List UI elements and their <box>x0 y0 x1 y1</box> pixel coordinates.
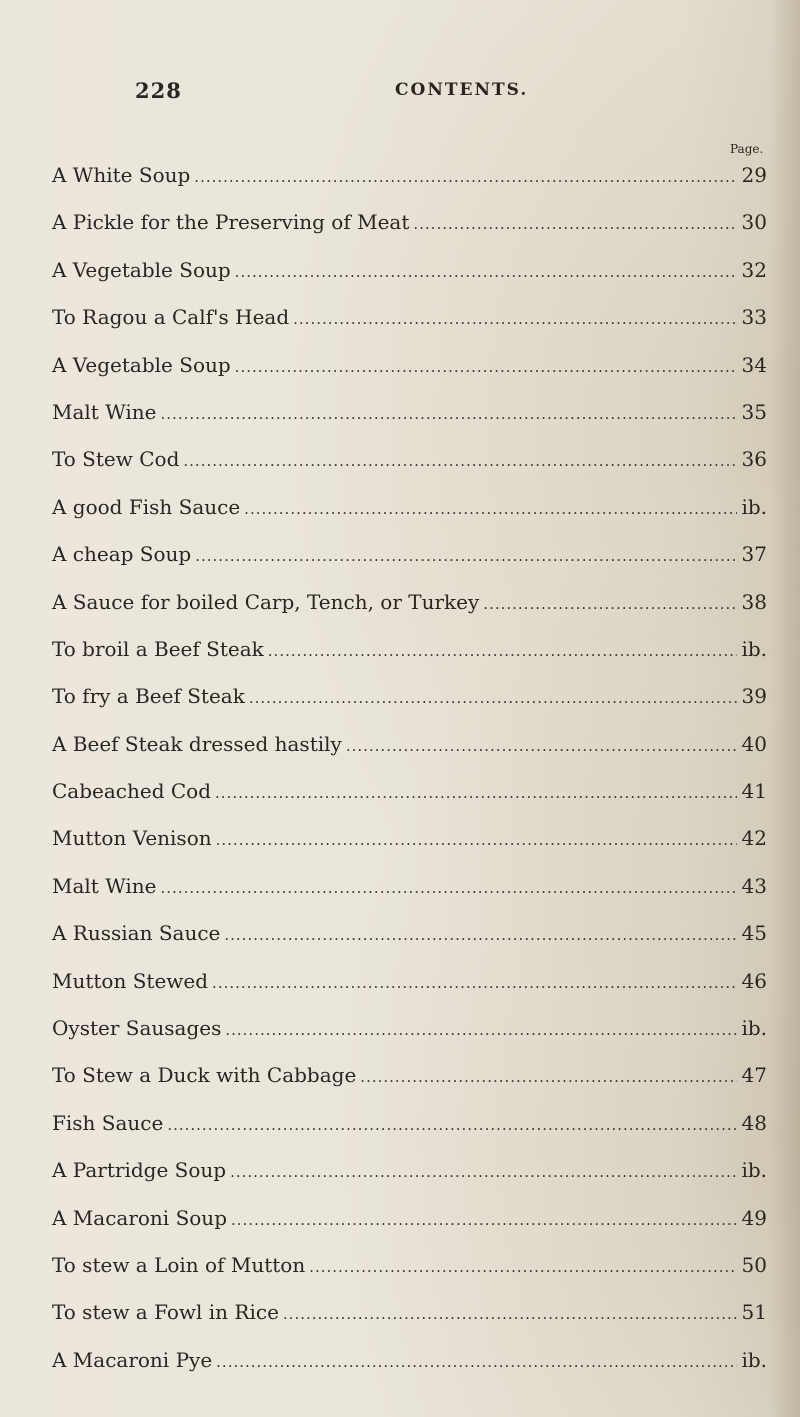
contents-entry <box>52 731 767 778</box>
contents-entry <box>52 1347 767 1394</box>
entry-page-number: 35 <box>741 399 767 424</box>
entry-title: A Beef Steak dressed hastily <box>52 731 342 756</box>
contents-entry <box>52 494 767 541</box>
contents-entry <box>52 636 767 683</box>
entry-title: A Vegetable Soup <box>52 257 231 282</box>
contents-entry <box>52 399 767 446</box>
entry-title: To broil a Beef Steak <box>52 636 264 661</box>
contents-entry <box>52 446 767 493</box>
dot-leader <box>244 496 737 522</box>
contents-entry <box>52 209 767 256</box>
dot-leader <box>235 354 737 380</box>
entry-title: To stew a Loin of Mutton <box>52 1252 306 1277</box>
entry-page-number: 48 <box>741 1110 767 1135</box>
entry-title: Mutton Stewed <box>52 968 209 993</box>
entry-title: A Partridge Soup <box>52 1158 227 1183</box>
dot-leader <box>195 543 737 569</box>
entry-page-number: 47 <box>741 1063 767 1088</box>
entry-page-number: 40 <box>741 731 767 756</box>
entry-page-number: ib. <box>741 1347 767 1372</box>
dot-leader <box>225 1017 737 1043</box>
entry-title: To Ragou a Calf's Head <box>52 305 290 330</box>
entry-title: A Sauce for boiled Carp, Tench, or Turkey <box>52 589 480 614</box>
contents-entry <box>52 1252 767 1299</box>
dot-leader <box>235 259 737 285</box>
entry-page-number: ib. <box>741 1016 767 1041</box>
contents-entry <box>52 1062 767 1109</box>
entry-page-number: 50 <box>741 1252 767 1277</box>
entry-page-number: 37 <box>741 542 767 567</box>
entry-page-number: 41 <box>741 779 767 804</box>
contents-list <box>52 162 767 1394</box>
dot-leader <box>231 1207 737 1233</box>
dot-leader <box>161 875 737 901</box>
contents-entry <box>52 873 767 920</box>
running-title: CONTENTS. <box>395 80 529 100</box>
entry-title: Malt Wine <box>52 873 157 898</box>
entry-title: To stew a Fowl in Rice <box>52 1300 279 1325</box>
entry-title: Oyster Sausages <box>52 1016 222 1041</box>
contents-entry <box>52 257 767 304</box>
contents-entry <box>52 1205 767 1252</box>
entry-page-number: 29 <box>741 163 767 187</box>
dot-leader <box>215 780 737 806</box>
dot-leader <box>224 922 737 948</box>
entry-page-number: 32 <box>741 257 767 282</box>
entry-page-number: 34 <box>741 352 767 377</box>
entry-page-number: 45 <box>741 921 767 946</box>
contents-entry <box>52 1299 767 1346</box>
dot-leader <box>346 733 737 759</box>
entry-title: Malt Wine <box>52 399 157 424</box>
contents-entry <box>52 162 767 209</box>
entry-title: A Macaroni Soup <box>52 1205 227 1230</box>
dot-leader <box>293 306 737 332</box>
contents-entry <box>52 304 767 351</box>
page-edge-shadow <box>770 0 800 1417</box>
entry-title: A good Fish Sauce <box>52 494 241 519</box>
page-column-header: Page. <box>730 142 764 156</box>
dot-leader <box>183 448 737 474</box>
running-head <box>135 78 755 108</box>
contents-entry <box>52 778 767 825</box>
dot-leader <box>212 970 737 996</box>
entry-page-number: 49 <box>741 1205 767 1230</box>
entry-title: To fry a Beef Steak <box>52 684 245 709</box>
entry-page-number: ib. <box>741 1158 767 1183</box>
contents-entry <box>52 1015 767 1062</box>
dot-leader <box>309 1254 737 1280</box>
dot-leader <box>230 1159 737 1185</box>
contents-entry <box>52 683 767 730</box>
entry-page-number: 51 <box>741 1300 767 1325</box>
entry-title: A Russian Sauce <box>52 921 221 946</box>
contents-entry <box>52 541 767 588</box>
entry-page-number: ib. <box>741 636 767 661</box>
contents-entry <box>52 920 767 967</box>
dot-leader <box>268 638 737 664</box>
entry-page-number: 43 <box>741 873 767 898</box>
dot-leader <box>249 685 737 711</box>
page-number: 228 <box>135 78 182 103</box>
dot-leader <box>194 164 737 190</box>
entry-page-number: 33 <box>741 305 767 330</box>
dot-leader <box>216 1349 737 1375</box>
dot-leader <box>360 1064 737 1090</box>
entry-title: To Stew Cod <box>52 447 180 472</box>
entry-title: A White Soup <box>52 163 191 187</box>
entry-title: A cheap Soup <box>52 542 192 567</box>
entry-title: To Stew a Duck with Cabbage <box>52 1063 357 1088</box>
contents-entry <box>52 1110 767 1157</box>
entry-page-number: 42 <box>741 826 767 851</box>
contents-entry <box>52 352 767 399</box>
entry-title: A Pickle for the Preserving of Meat <box>52 210 410 235</box>
dot-leader <box>483 591 737 617</box>
entry-title: Fish Sauce <box>52 1110 164 1135</box>
contents-entry <box>52 1157 767 1204</box>
entry-page-number: 46 <box>741 968 767 993</box>
dot-leader <box>216 827 737 853</box>
entry-page-number: ib. <box>741 494 767 519</box>
dot-leader <box>161 401 737 427</box>
contents-entry <box>52 825 767 872</box>
dot-leader <box>283 1301 737 1327</box>
contents-entry <box>52 589 767 636</box>
dot-leader <box>413 211 737 237</box>
entry-title: Mutton Venison <box>52 826 212 851</box>
entry-title: A Macaroni Pye <box>52 1347 213 1372</box>
entry-page-number: 38 <box>741 589 767 614</box>
entry-title: Cabeached Cod <box>52 779 212 804</box>
entry-title: A Vegetable Soup <box>52 352 231 377</box>
contents-entry <box>52 968 767 1015</box>
entry-page-number: 30 <box>741 210 767 235</box>
dot-leader <box>167 1112 737 1138</box>
entry-page-number: 39 <box>741 684 767 709</box>
entry-page-number: 36 <box>741 447 767 472</box>
